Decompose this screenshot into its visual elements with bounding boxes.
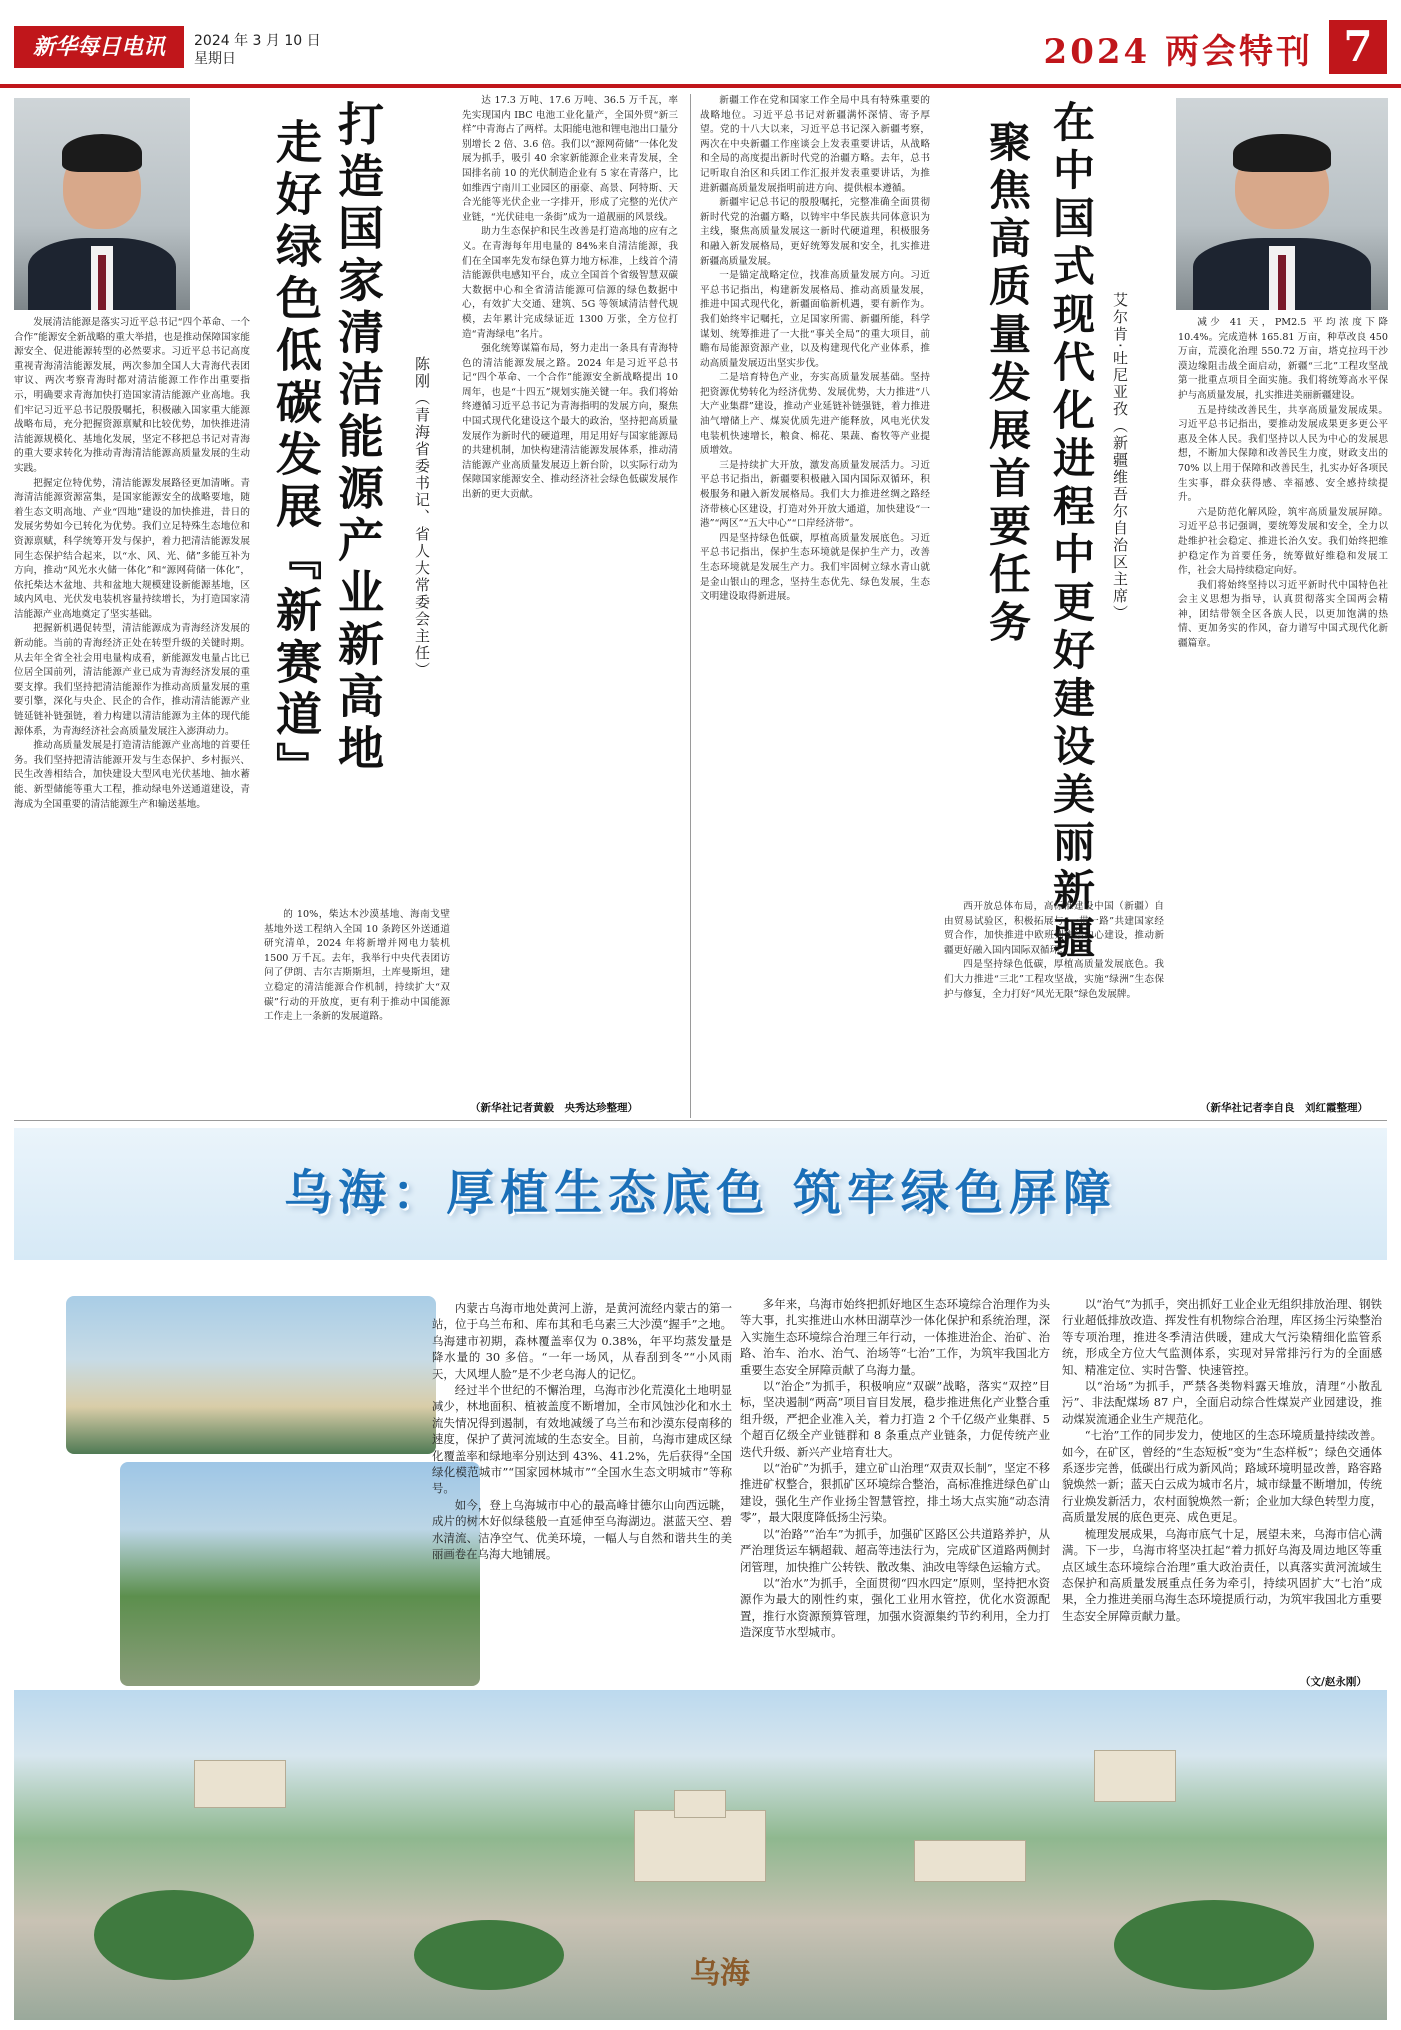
paragraph: 六是防范化解风险，筑牢高质量发展屏障。习近平总书记强调，要统筹发展和安全，全力以赴维护社会稳定、推进长治久安。我们始终把维护稳定作为首要任务，统筹做好维稳和发展工作，社会大局持续稳定向好。 xyxy=(1178,506,1388,577)
paragraph: 新疆工作在党和国家工作全局中具有特殊重要的战略地位。习近平总书记对新疆满怀深情、寄予厚望。党的十八大以来，习近平总书记深入新疆考察，两次在中央新疆工作座谈会上发表重要讲话，从战略和全局的高度提出新时代党的治疆方略。去年，总书记听取自治区和兵团工作汇报并发表重要讲话，为推进新疆高质量发展指明前进方向、提供根本遵循。 xyxy=(700,95,930,194)
left-article-column-2 xyxy=(462,94,678,1108)
column-divider xyxy=(690,94,691,1118)
weekday-text: 星期日 xyxy=(194,51,236,67)
feature-column-2 xyxy=(740,1296,1050,1686)
paragraph: 一是锚定战略定位，找准高质量发展方向。习近平总书记指出，构建新发展格局、推动高质量发展，推进中国式现代化，新疆面临新机遇，要有新作为。我们始终牢记嘱托，立足国家所需、新疆所能，科学谋划、统筹推进了一大批“事关全局”的重大项目，前瞻布局能源资源产业，以及构建现代化产业体系，推动高质量发展迈出坚实步伐。 xyxy=(700,270,930,369)
paragraph: 强化统筹谋篇布局，努力走出一条具有青海特色的清洁能源发展之路。2024 年是习近平总书记“四个革命、一个合作”能源安全新战略提出 10 周年，也是“十四五”规划实施关键一年。我们将始终遵循习近平总书记为青海指明的发展方向，聚焦中国式现代化建设这个最大的政治，坚持把高质量发展作为新时代的硬道理，用足用好与国家能源局的共建机制，加快构建清洁能源发展体系，推动清洁能源产业高质量发展迈上新台阶，以实际行动为保障国家能源安全、推动经济社会绿色低碳发展作出新的更大贡献。 xyxy=(462,343,678,501)
paragraph: 我们将始终坚持以习近平新时代中国特色社会主义思想为指导，认真贯彻落实全国两会精神，团结带领全区各族人民，以更加饱满的热情、更加务实的作风，奋力谱写中国式现代化新疆篇章。 xyxy=(1178,579,1388,650)
portrait-chen-gang xyxy=(14,98,190,310)
paragraph: 把握新机遇促转型，清洁能源成为青海经济发展的新动能。当前的青海经济正处在转型升级的关键时期。从去年全省全社会用电量构成看，新能源发电量占比已位居全国前列，清洁能源产业已成为青海经济发展的重要支撑。我们坚持把清洁能源作为推动高质量发展的重要引擎，深化与央企、民企的合作，推动清洁能源产业链延链补链强链，着力构建以清洁能源为主体的现代能源体系，为青海经济社会高质量发展注入澎湃动力。 xyxy=(14,623,250,737)
special-edition-title: 2024 两会特刊 xyxy=(1043,32,1313,72)
paragraph: 推动高质量发展是打造清洁能源产业高地的首要任务。我们坚持把清洁能源开发与生态保护、乡村振兴、民生改善相结合，加快建设大型风电光伏基地、抽水蓄能、新型储能等重大工程，推动绿电外送通道建设，青海成为全国重要的清洁能源生产和输送基地。 xyxy=(14,740,250,810)
feature-column-1 xyxy=(432,1300,732,1680)
paragraph: 达 17.3 万吨、17.6 万吨、36.5 万千瓦，率先实现国内 IBC 电池工业化量产，全国外贸“新三样”中青海占了两样。太阳能电池和锂电池出口量分别增长 2 倍、3.6 倍。我们以“源网荷储”一体化发展为抓手，吸引 40 余家新能源企业来青发展，全国排名前 10 的光伏制造企业有 5 家在青落户，比如维西宁南川工业园区的丽豪、高景、阿特斯、天合光能等光伏企业一字排开，形成了完整的光伏产业链，“光伏硅电一条街”成为一道靓丽的风景线。 xyxy=(462,95,678,223)
paragraph: 内蒙古乌海市地处黄河上游，是黄河流经内蒙古的第一站，位于乌兰布和、库布其和毛乌素三大沙漠“握手”之地。乌海建市初期，森林覆盖率仅为 0.38%，年平均蒸发量是降水量的 30 多倍。“一年一场风，从春刮到冬”“小风雨天，大风埋人脸”是不少老乌海人的记忆。 xyxy=(432,1301,732,1381)
byline-right: 艾尔肯·吐尼亚孜（新疆维吾尔自治区主席） xyxy=(1111,292,1129,622)
paragraph: 减少 41 天，PM2.5 平均浓度下降 10.4%。完成造林 165.81 万亩，种草改良 450 万亩，荒漠化治理 550.72 万亩，塔克拉玛干沙漠边缘阻击战全面启动，新疆“三北”工程攻坚战第一批重点项目全面实施。我们将统筹高水平保护与高质量发展，扎实推进美丽新疆建设。 xyxy=(1178,317,1388,401)
paragraph: 四是坚持绿色低碳，厚植高质量发展底色。我们大力推进“三北”工程攻坚战，实施“绿洲”生态保护与修复，全力打好“风光无限”绿色发展牌。 xyxy=(944,959,1164,1000)
paragraph: 经过半个世纪的不懈治理，乌海市沙化荒漠化土地明显减少，林地面积、植被盖度不断增加，全市风蚀沙化和水土流失情况得到遏制，有效地减缓了乌兰布和沙漠东侵南移的速度，保护了黄河流域的生态安全。目前，乌海市建成区绿化覆盖率和绿地率分别达到 43%、41.2%，先后获得“全国绿化模范城市”“国家园林城市”“全国水生态文明城市”等称号。 xyxy=(432,1383,732,1496)
right-article-credit: （新华社记者李自良 刘红霞整理） xyxy=(1200,1102,1368,1114)
paragraph: 以“治矿”为抓手，建立矿山治理“双责双长制”，坚定不移推进矿权整合，狠抓矿区环境综合整治，高标准推进绿色矿山建设，强化生产作业扬尘智慧管控，排土场大点实施“动态清零”，最大限度降低扬尘污染。 xyxy=(740,1461,1050,1525)
newspaper-logo: 新华每日电讯 xyxy=(14,26,184,68)
paragraph: 把握定位特优势，清洁能源发展路径更加清晰。青海清洁能源资源富集，是国家能源安全的战略要地，随着生态文明高地、产业“四地”建设的加快推进，昔日的发展劣势如今已转化为优势。我们立足特殊生态地位和资源禀赋，科学统筹开发与保护，着力把清洁能源发展同生态保护结合起来，以“水、风、光、储”多能互补为方向，推动“风光水火储一体化”和“源网荷储一体化”，依托柴达木盆地、共和盆地大规模建设新能源基地，区域内风电、光伏发电装机容量持续增长，为打造国家清洁能源产业高地奠定了坚实基础。 xyxy=(14,477,250,620)
paragraph: 三是持续扩大开放，激发高质量发展活力。习近平总书记指出，新疆要积极融入国内国际双循环，积极服务和融入新发展格局。我们大力推进丝绸之路经济带核心区建设，打造对外开放大通道，加快建设“一港”“两区”“五大中心”“口岸经济带”。 xyxy=(700,459,930,530)
issue-date xyxy=(194,32,321,68)
building xyxy=(1094,1750,1176,1802)
date-text: 2024 年 3 月 10 日 xyxy=(194,33,321,49)
right-article-column-1 xyxy=(700,94,930,1112)
right-article-column-3 xyxy=(1178,316,1388,1106)
left-article-column-1 xyxy=(14,316,250,1116)
paragraph: 五是持续改善民生，共享高质量发展成果。习近平总书记指出，要推动发展成果更多更公平惠及全体人民。我们坚持以人民为中心的发展思想，不断加大保障和改善民生力度，财政支出的 70% 以上用于保障和改善民生，扎实办好各项民生实事，群众获得感、幸福感、安全感持续提升。 xyxy=(1178,404,1388,504)
headline-left-main: 打造国家清洁能源产业新高地 xyxy=(331,100,385,776)
building xyxy=(914,1840,1026,1882)
page-number: 7 xyxy=(1329,20,1387,74)
headline-right-sub: 聚焦高质量发展首要任务 xyxy=(983,120,1032,648)
city-panorama-photo xyxy=(14,1690,1387,2020)
feature-banner xyxy=(14,1128,1387,1260)
portrait-erkin-tuniyaz xyxy=(1176,98,1388,310)
byline-left: 陈刚（青海省委书记、省人大常委会主任） xyxy=(413,356,431,679)
museum-building xyxy=(634,1810,766,1882)
greenway-walkers-photo xyxy=(120,1462,480,1686)
stone-inscription: 乌海 xyxy=(690,1956,750,1991)
paragraph: 二是培育特色产业，夯实高质量发展基础。坚持把资源优势转化为经济优势、发展优势，大力推进“八大产业集群”建设，推动产业延链补链强链，着力推进油气增储上产、煤炭优质先进产能释放，风电光伏发电装机快速增长，粮食、棉花、果蔬、畜牧等产业提质增效。 xyxy=(700,372,930,457)
paragraph: 助力生态保护和民生改善是打造高地的应有之义。在青海每年用电量的 84%来自清洁能源，我们在全国率先发布绿色算力地方标准，上线首个清洁能源供电感知平台，成立全国首个省级智慧双碳大数据中心和全省清洁能源可信源的绿色数据中心，有效扩大交通、建筑、5G 等领域清洁替代规模，去年累计完成绿证近 1300 万张，全方位打造“青海绿电”名片。 xyxy=(462,226,678,340)
paragraph: 梳理发展成果，乌海市底气十足，展望未来，乌海市信心满满。下一步，乌海市将坚决扛起“着力抓好乌海及周边地区等重点区域生态环境综合治理”重大政治责任，以真落实黄河流域生态保护和高质量发展重点任务为牵引，持续巩固扩大“七治”成果，全力推进美丽乌海生态环境提质行动，为筑牢我国北方重要生态安全屏障贡献力量。 xyxy=(1062,1526,1382,1623)
tree-cluster xyxy=(1114,1900,1314,1990)
museum-roof xyxy=(674,1790,726,1818)
paragraph: 新疆牢记总书记的殷殷嘱托，完整准确全面贯彻新时代党的治疆方略，以铸牢中华民族共同体意识为主线，聚焦高质量发展这一新时代硬道理，积极服务和融入新发展格局，更好统筹发展和安全，扎实推进新疆高质量发展。 xyxy=(700,197,930,267)
paragraph: 以“治场”为抓手，严禁各类物料露天堆放，清理“小散乱污”、非法配煤场 87 户，全面启动综合性煤炭产业园建设，推动煤炭流通企业生产规范化。 xyxy=(1062,1379,1382,1426)
paragraph: 的 10%，柴达木沙漠基地、海南戈壁基地外送工程纳入全国 10 条跨区外送通道研究清单，2024 年将新增并网电力装机 1500 万千瓦。去年，我举行中央代表团访问了伊朗、吉尔吉斯斯坦，土库曼斯坦，建立稳定的清洁能源合作机制，持续扩大“双碳”行动的开放度，更有利于推动中国能源工作走上一条新的发展道路。 xyxy=(264,909,450,1023)
masthead-divider xyxy=(0,84,1401,88)
feature-title: 乌海：厚植生态底色 筑牢绿色屏障 xyxy=(284,1165,1117,1221)
headline-left-sub: 走好绿色低碳发展『新赛道』 xyxy=(269,118,323,794)
feature-column-3 xyxy=(1062,1296,1382,1672)
left-article-credit: （新华社记者黄毅 央秀达珍整理） xyxy=(470,1102,638,1114)
paragraph: 西开放总体布局，高标准建设中国（新疆）自由贸易试验区，积极拓展与“一带一路”共建国家经贸合作，加快推进中欧班列集结中心建设，推动新疆更好融入国内国际双循环。 xyxy=(944,901,1164,956)
coastal-landscape-photo xyxy=(66,1296,436,1454)
feature-credit: （文/赵永刚） xyxy=(1300,1676,1367,1688)
paragraph: 以“治企”为抓手，积极响应“双碳”战略，落实“双控”目标，坚决遏制“两高”项目盲目发展，稳步推进焦化产业整合重组升级，严把企业准入关，着力打造 2 个千亿级产业集群、5 个超百亿级全产业链群和 8 条重点产业链条，力促传统产业迭代升级、新兴产业培育壮大。 xyxy=(740,1379,1050,1459)
tree-cluster xyxy=(414,1920,564,1990)
paragraph: “七治”工作的同步发力，使地区的生态环境质量持续改善。如今，在矿区，曾经的“生态短板”变为“生态样板”；绿色交通体系逐步完善，低碳出行成为新风尚；路域环境明显改善，路容路貌焕然一新；蓝天白云成为城市名片，城市绿量不断增加，传统行业焕发新活力，农村面貌焕然一新；企业加大绿色转型力度，高质量发展的底色更亮、成色更足。 xyxy=(1062,1428,1382,1525)
paragraph: 四是坚持绿色低碳，厚植高质量发展底色。习近平总书记指出，保护生态环境就是保护生产力，改善生态环境就是发展生产力。我们牢固树立绿水青山就是金山银山的理念，坚持生态优先、绿色发展，生态文明建设取得新进展。 xyxy=(700,532,930,603)
masthead xyxy=(0,0,1401,88)
paragraph: 以“治路”“治车”为抓手，加强矿区路区公共道路养护，从严治理货运车辆超载、超高等违法行为，完成矿区道路两侧封闭管理，加快推广公转铁、散改集、油改电等绿色运输方式。 xyxy=(740,1526,1050,1574)
right-article-column-2 xyxy=(944,900,1164,1112)
paragraph: 以“治水”为抓手，全面贯彻“四水四定”原则，坚持把水资源作为最大的刚性约束，强化工业用水管控，优化水资源配置，推行水资源预算管理，加强水资源集约节约利用，全力打造深度节水型城市。 xyxy=(740,1575,1050,1640)
paragraph: 发展清洁能源是落实习近平总书记“四个革命、一个合作”能源安全新战略的重大举措，也是推动保障国家能源安全、促进能源转型的必然要求。习近平总书记高度重视青海清洁能源发展，两次参加全国人大青海代表团审议、两次考察青海时都对清洁能源工作作出重要指示，明确要求青海加快打造国家清洁能源产业高地。我们牢记习近平总书记殷殷嘱托，积极融入国家重大能源战略布局，充分把握资源禀赋和比较优势，加快推进清洁能源规模化、基地化发展，坚定不移把总书记对青海的重大要求转化为推动青海清洁能源高质量发展的生动实践。 xyxy=(14,317,250,474)
paragraph: 多年来，乌海市始终把抓好地区生态环境综合治理作为头等大事，扎实推进山水林田湖草沙一体化保护和系统治理，深入实施生态环境综合治理三年行动，一体推进治企、治矿、治路、治车、治水、治气、治场等“七治”工作，为筑牢我国北方重要生态安全屏障贡献了乌海力量。 xyxy=(740,1297,1050,1377)
section-divider xyxy=(14,1120,1387,1121)
paragraph: 如今，登上乌海城市中心的最高峰甘德尔山向西远眺，成片的树木好似绿毯般一直延伸至乌海湖边。湛蓝天空、碧水清流、洁净空气、优美环境，一幅人与自然和谐共生的美丽画卷在乌海大地铺展。 xyxy=(432,1497,732,1562)
tree-cluster xyxy=(94,1890,254,1980)
left-article-column-1b xyxy=(264,908,450,1106)
paragraph: 以“治气”为抓手，突出抓好工业企业无组织排放治理、钢铁行业超低排放改造、挥发性有机物综合治理，库区扬尘污染整治等专项治理，推进冬季清洁供暖，建成大气污染精细化监管系统，形成全方位大气监测体系，实现对异常排污行为的全面感知、精准定位、实时告警、快速管控。 xyxy=(1062,1297,1382,1377)
headline-right-main: 在中国式现代化进程中更好建设美丽新疆 xyxy=(1047,100,1096,964)
building xyxy=(194,1760,286,1808)
